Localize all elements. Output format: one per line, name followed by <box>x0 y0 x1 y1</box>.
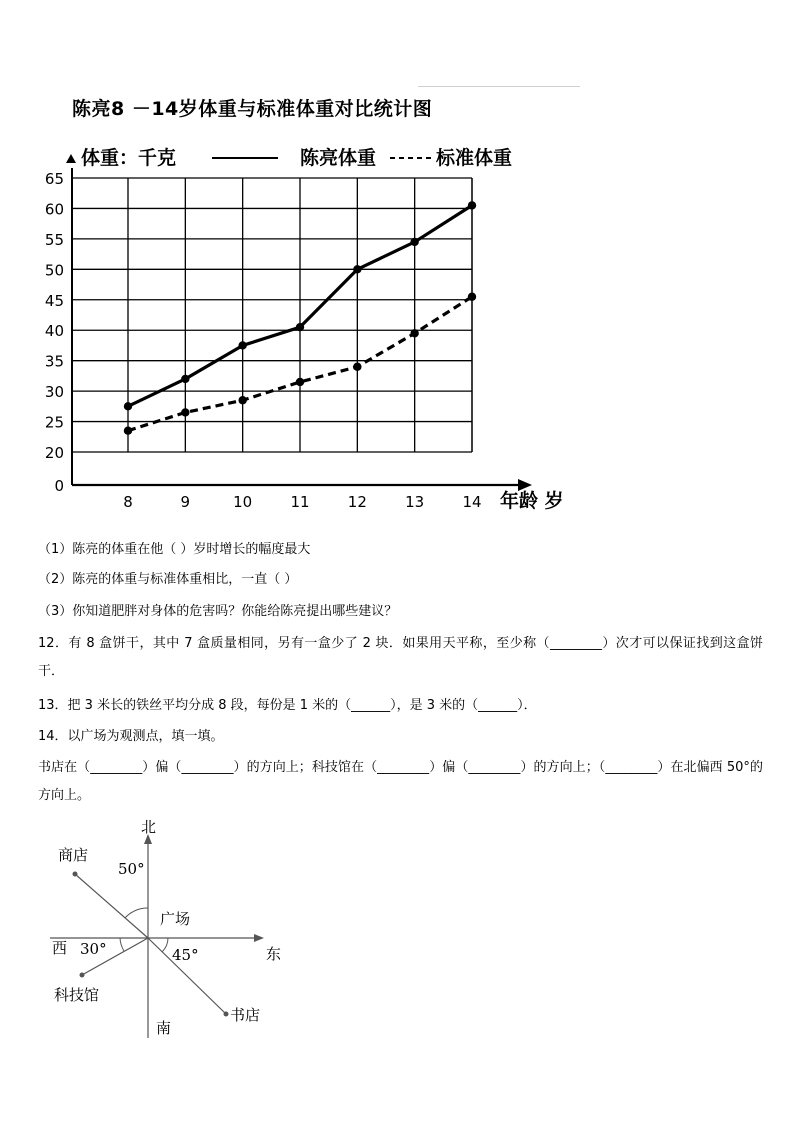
x-tick-label-11: 11 <box>290 493 310 511</box>
point-standard-13 <box>410 329 418 337</box>
north-label: 北 <box>141 818 157 836</box>
museum-angle-arc <box>120 938 124 951</box>
y-tick-label-65: 65 <box>44 170 64 188</box>
shop-angle-arc <box>125 908 148 918</box>
y-axis-arrow-icon <box>66 154 76 163</box>
point-chenliang-9 <box>181 375 189 383</box>
point-standard-14 <box>468 293 476 301</box>
museum-angle-label: 30° <box>80 940 107 958</box>
legend-series-dashed: 标准体重 <box>436 147 513 169</box>
chart-title: 陈亮8 －14岁体重与标准体重对比统计图 <box>72 98 433 120</box>
point-standard-9 <box>181 408 189 416</box>
y-tick-label-0: 0 <box>54 477 64 495</box>
point-standard-8 <box>124 426 132 434</box>
legend-series-solid: 陈亮体重 <box>300 147 377 169</box>
x-tick-label-8: 8 <box>123 493 133 511</box>
x-axis-label: 年龄 岁 <box>500 490 564 512</box>
question-14-body: 书店在（________）偏（________）的方向上；科技馆在（________）偏（________）的方向上；（________）在北偏西 50°的方向上。 <box>38 760 763 803</box>
shop-point <box>73 872 78 877</box>
y-tick-label-25: 25 <box>44 413 64 432</box>
x-tick-label-14: 14 <box>462 493 482 511</box>
east-label: 东 <box>266 945 282 963</box>
bookstore-point <box>224 1012 229 1017</box>
x-tick-label-9: 9 <box>180 493 191 511</box>
question-14-title: 14．以广场为观测点，填一填。 <box>38 729 224 744</box>
point-chenliang-10 <box>238 341 246 349</box>
chart-grid <box>72 178 472 452</box>
west-label: 西 <box>52 939 68 957</box>
y-axis-label: 体重：千克 <box>81 147 177 169</box>
weight-line-chart <box>0 130 600 520</box>
shop-angle-label: 50° <box>118 860 145 878</box>
chart-legend <box>66 146 512 169</box>
bookstore-angle-label: 45° <box>172 946 199 964</box>
y-tick-label-45: 45 <box>44 291 64 310</box>
point-chenliang-13 <box>410 238 418 246</box>
bookstore-angle-arc <box>162 938 168 952</box>
point-chenliang-12 <box>353 265 361 273</box>
point-chenliang-11 <box>296 323 304 331</box>
shop-direction-line <box>75 874 148 938</box>
chart-axes <box>72 168 564 512</box>
south-label: 南 <box>156 1019 172 1037</box>
question-1: （1）陈亮的体重在他（ ）岁时增长的幅度最大 <box>38 542 311 557</box>
y-tick-label-40: 40 <box>44 322 64 341</box>
bookstore-label: 书店 <box>230 1006 261 1024</box>
compass-diagram <box>0 810 320 1050</box>
y-tick-label-60: 60 <box>44 200 64 219</box>
point-standard-11 <box>296 378 304 386</box>
y-tick-label-30: 30 <box>44 383 64 402</box>
museum-label: 科技馆 <box>54 986 100 1004</box>
x-tick-label-13: 13 <box>405 493 425 511</box>
x-tick-label-12: 12 <box>347 493 367 511</box>
east-arrow-icon <box>254 934 264 942</box>
y-tick-label-55: 55 <box>44 230 64 249</box>
y-tick-label-35: 35 <box>44 352 64 371</box>
question-13: 13．把 3 米长的铁丝平均分成 8 段，每份是 1 米的（______），是 3 米的（______）． <box>38 698 537 713</box>
question-2: （2）陈亮的体重与标准体重相比，一直（ ） <box>38 572 298 587</box>
question-12: 12．有 8 盒饼干，其中 7 盒质量相同，另有一盒少了 2 块．如果用天平称，至少称（________）次才可以保证找到这盒饼干． <box>38 636 763 679</box>
point-chenliang-14 <box>468 201 476 209</box>
point-standard-10 <box>238 396 246 404</box>
y-tick-label-50: 50 <box>44 261 64 280</box>
center-label: 广场 <box>160 910 191 928</box>
question-3: （3）你知道肥胖对身体的危害吗？你能给陈亮提出哪些建议？ <box>38 604 398 619</box>
header-rule <box>418 86 580 87</box>
museum-point <box>80 973 85 978</box>
shop-label: 商店 <box>58 846 89 864</box>
y-tick-label-20: 20 <box>44 444 64 462</box>
x-tick-label-10: 10 <box>233 493 253 511</box>
point-chenliang-8 <box>124 402 132 410</box>
point-standard-12 <box>353 363 361 371</box>
